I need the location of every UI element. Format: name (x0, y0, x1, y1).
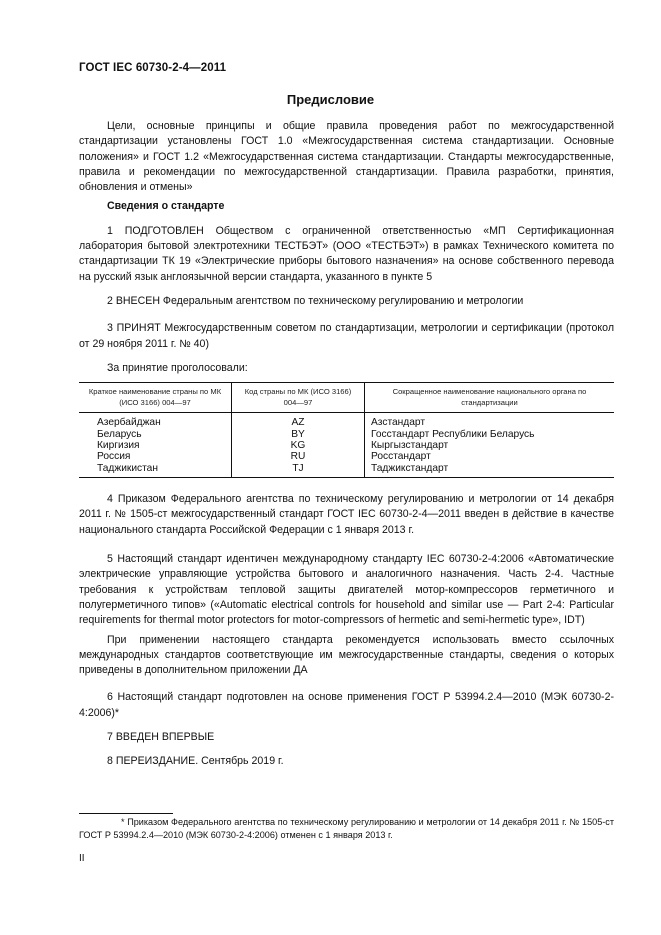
standards-body: Азстандарт (371, 417, 426, 429)
item-2-submitted: 2 ВНЕСЕН Федеральным агентством по техническому регулированию и метрологии (107, 294, 524, 307)
country-name: Таджикистан (79, 463, 232, 478)
page-title: Предисловие (286, 92, 375, 107)
footnote: * Приказом Федерального агентства по техническому регулированию и метрологии от 14 декабря 2011 г. № 1505-ст ГОСТ Р 53994.2.4—2010 (МЭК 60730-2-4:2006) отменен с 1 января 2013 г. (79, 817, 614, 840)
country-name: Азербайджан (97, 417, 161, 429)
item-6-prepared-basis: 6 Настоящий стандарт подготовлен на основе применения ГОСТ Р 53994.2.4—2010 (МЭК 60730-2-4:2006)* (79, 691, 614, 719)
preface-body (79, 119, 614, 770)
table-row (79, 413, 614, 429)
document-id-header: ГОСТ IEC 60730-2-4—2011 (79, 62, 227, 74)
country-name: Киргизия (97, 439, 140, 451)
table-header-country: Краткое наименование страны по МК (ИСО 3166) 004—97 (79, 383, 232, 413)
item-4-order: 4 Приказом Федерального агентства по техническому регулированию и метрологии от 14 декабря 2011 г. № 1505-ст межгосударственный стандарт ГОСТ IEC 60730-2-4—2011 введен в действие в качестве национального стандарта Российской Федерации с 1 января 2013 г. (79, 493, 614, 536)
item-5-note: При применении настоящего стандарта рекомендуется использовать вместо ссылочных международных стандартов соответствующие им межгосударственные стандарты, сведения о которых приведены в дополнительном приложении ДА (79, 633, 614, 677)
table-row (79, 451, 614, 462)
table-row (79, 463, 614, 478)
country-code: TJ (232, 463, 365, 478)
table-row (79, 440, 614, 451)
footnote-separator (79, 813, 173, 814)
standard-info-heading: Сведения о стандарте (107, 200, 225, 213)
standards-body: Таджикстандарт (365, 463, 615, 478)
intro-paragraph: Цели, основные принципы и общие правила проведения работ по межгосударственной стандартизации установлены ГОСТ 1.0 «Межгосударственная система стандартизации. Основные положения» и ГОСТ 1.2 «Межгосударственная система стандартизации. Стандарты межгосударственные, правила и рекомендации по межгосударственной стандартизации. Правила разработки, принятия, обновления и отмены» (79, 120, 614, 194)
standards-body: Госстандарт Республики Беларусь (371, 428, 535, 440)
table-header-row (79, 383, 614, 413)
standards-body: Кыргызстандарт (371, 439, 449, 451)
country-name: Россия (97, 451, 131, 463)
item-3-adopted: 3 ПРИНЯТ Межгосударственным советом по стандартизации, метрологии и сертификации (протокол от 29 ноября 2011 г. № 40) (79, 322, 614, 350)
voting-countries-table (79, 382, 614, 478)
item-5-identical: 5 Настоящий стандарт идентичен международному стандарту IEC 60730-2-4:2006 «Автоматические электрические управляющие устройства бытового и аналогичного назначения. Часть 2-4. Частные требования к устройствам тепловой защиты двигателей мотор-компрессоров герметичного и полугерметичного типов» («Automatic electrical controls for household and similar use — Part 2-4: Particular requirements for thermal motor protectors for motor-compressors of hermetic and semi-hermetic type», IDT) (79, 553, 614, 627)
item-8-reissue: 8 ПЕРЕИЗДАНИЕ. Сентябрь 2019 г. (107, 755, 284, 768)
item-7-introduced: 7 ВВЕДЕН ВПЕРВЫЕ (107, 731, 215, 744)
table-row (79, 429, 614, 440)
table-header-body: Сокращенное наименование национального органа по стандартизации (365, 383, 615, 413)
vote-label: За принятие проголосовали: (107, 361, 248, 374)
country-code: RU (232, 451, 365, 462)
item-1-prepared: 1 ПОДГОТОВЛЕН Обществом с ограниченной ответственностью «МП Сертификационная лаборатория бытовой электротехники ТЕСТБЭТ» (ООО «ТЕСТБЭТ») в рамках Технического комитета по стандартизации ТК 19 «Электрические приборы бытового назначения» на основе собственного перевода на русский язык англоязычной версии стандарта, указанного в пункте 5 (79, 224, 614, 283)
country-code: KG (232, 440, 365, 451)
country-code: AZ (232, 413, 365, 429)
country-code: BY (232, 429, 365, 440)
page-number: II (79, 853, 85, 864)
standards-body: Росстандарт (371, 451, 431, 463)
table-header-code: Код страны по МК (ИСО 3166) 004—97 (232, 383, 365, 413)
country-name: Беларусь (97, 428, 142, 440)
